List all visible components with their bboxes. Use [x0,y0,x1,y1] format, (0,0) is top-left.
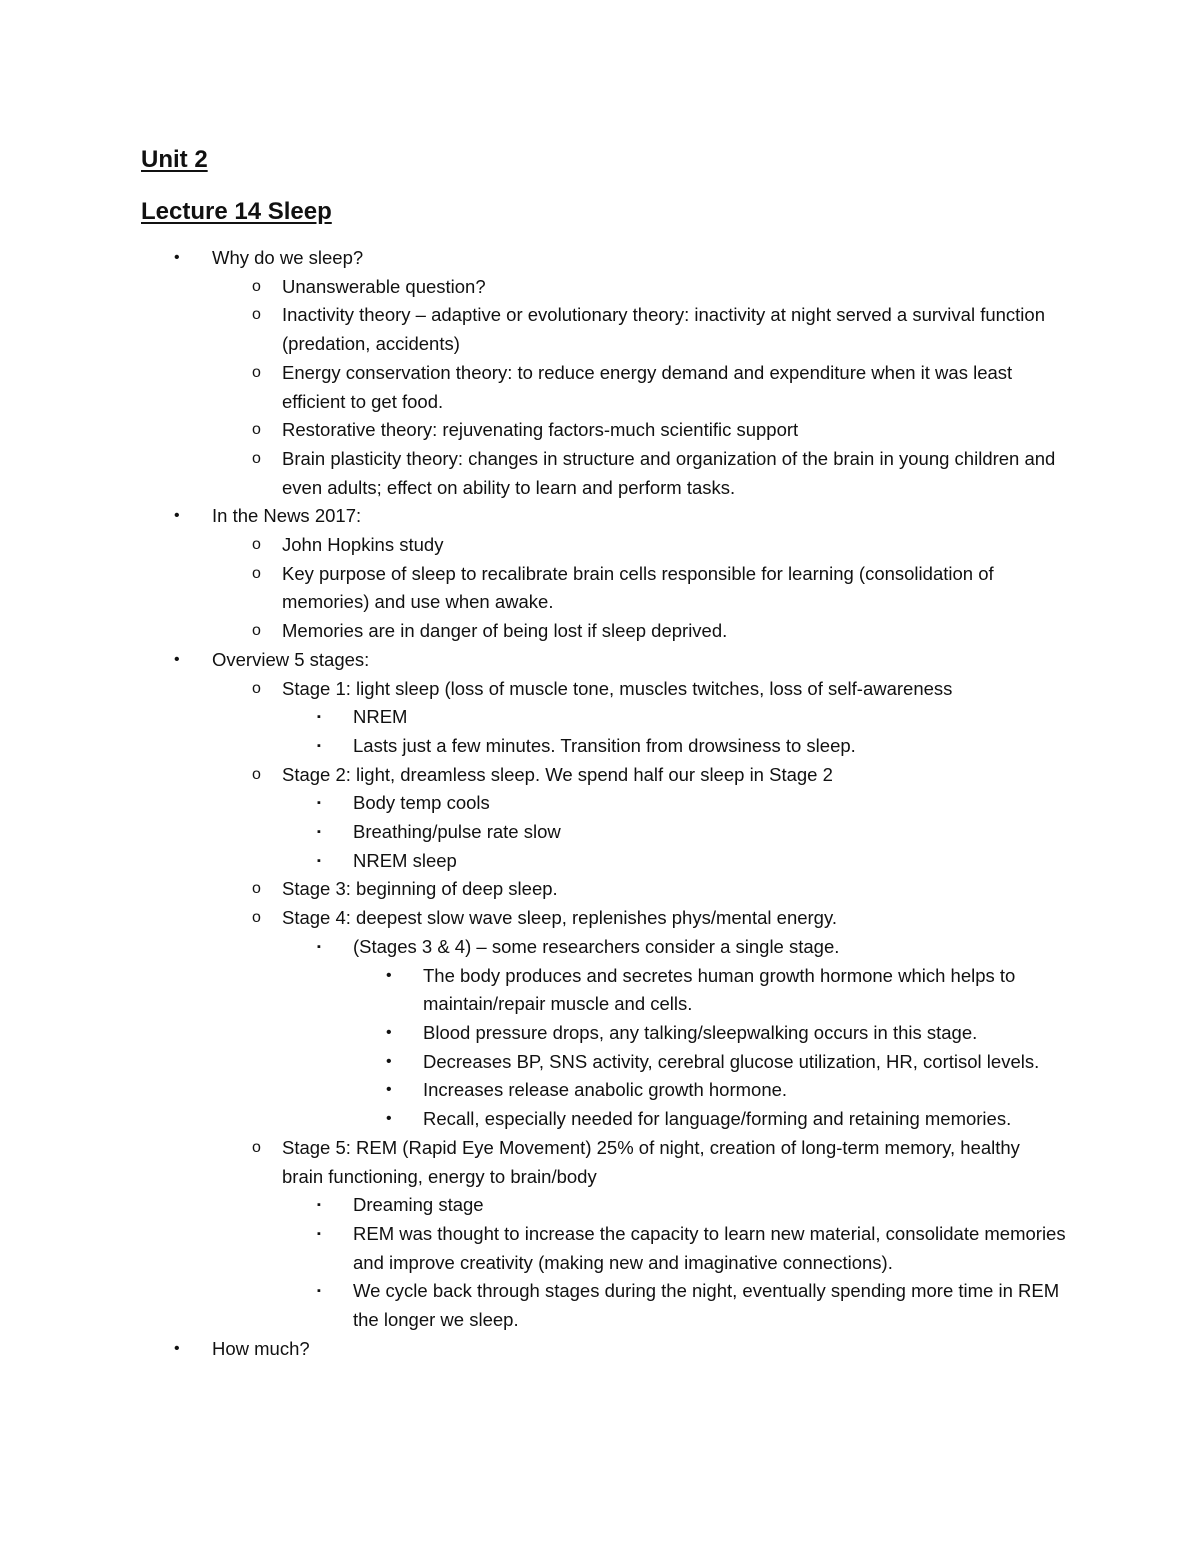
outline-text: Energy conservation theory: to reduce energy demand and expenditure when it was least efficient to get food. [282,361,1013,412]
bullet-marker: • [386,1023,392,1041]
outline-item-level-2 [0,445,1200,502]
bullet-marker: • [386,966,392,984]
outline-text: Inactivity theory – adaptive or evolutionary theory: inactivity at night served a survival function (predation, accidents) [282,304,1045,355]
bullet-marker: o [252,421,261,439]
outline-item-level-2 [0,416,1200,445]
outline-item-level-3 [0,703,1200,732]
outline-item-level-3 [0,847,1200,876]
bullet-marker: ▪ [317,711,321,724]
bullet-marker: • [174,507,180,525]
bullet-marker: o [252,277,261,295]
outline-item-level-3 [0,789,1200,818]
outline-text: REM was thought to increase the capacity to learn new material, consolidate memories and improve creativity (making new and imaginative connections). [353,1222,1066,1273]
outline-item-level-3 [0,1191,1200,1220]
outline-text: We cycle back through stages during the night, eventually spending more time in REM the longer we sleep. [353,1280,1060,1331]
bullet-marker: o [252,449,261,467]
outline-text: Blood pressure drops, any talking/sleepwalking occurs in this stage. [423,1021,978,1043]
outline-text: Body temp cools [353,792,490,814]
bullet-marker: o [252,765,261,783]
outline-text: Overview 5 stages: [212,648,370,670]
outline-item-level-3 [0,1220,1200,1277]
outline-item-level-2 [0,273,1200,302]
bullet-marker: o [252,564,261,582]
outline-text: Restorative theory: rejuvenating factors-much scientific support [282,419,799,441]
bullet-marker: o [252,536,261,554]
outline-item-level-2 [0,301,1200,358]
bullet-marker: o [252,363,261,381]
lecture-heading: Lecture 14 Sleep [141,198,332,225]
outline-item-level-3 [0,933,1200,962]
outline-item-level-4 [0,962,1200,1019]
bullet-marker: ▪ [317,940,321,953]
bullet-marker: o [252,306,261,324]
outline-item-level-4 [0,1048,1200,1077]
outline-item-level-4 [0,1105,1200,1134]
outline-item-level-2 [0,560,1200,617]
outline-text: In the News 2017: [212,505,362,527]
outline-item-level-2 [0,904,1200,933]
outline-item-level-1 [0,244,1200,273]
outline-text: Why do we sleep? [212,247,364,268]
bullet-marker: ▪ [317,826,321,839]
outline-item-level-4 [0,1076,1200,1105]
outline-text: John Hopkins study [282,534,444,556]
outline-item-level-3 [0,818,1200,847]
outline-text: Breathing/pulse rate slow [353,821,561,843]
outline-text: Dreaming stage [353,1194,484,1216]
bullet-marker: o [252,622,261,640]
bullet-marker: ▪ [317,739,321,752]
outline-text: Increases release anabolic growth hormone. [423,1079,788,1101]
outline-text: Brain plasticity theory: changes in structure and organization of the brain in young children and even adults; effect on ability to learn and perform tasks. [282,447,1056,498]
bullet-marker: • [386,1081,392,1099]
bullet-marker: o [252,909,261,927]
outline-text: Stage 5: REM (Rapid Eye Movement) 25% of night, creation of long-term memory, healthy brain functioning, energy to brain/body [282,1136,1020,1187]
outline-text: Lasts just a few minutes. Transition from drowsiness to sleep. [353,734,856,756]
outline-text: NREM [353,706,408,728]
outline-text: Stage 3: beginning of deep sleep. [282,878,558,900]
bullet-marker: • [174,249,180,266]
outline-text: The body produces and secretes human growth hormone which helps to maintain/repair muscle and cells. [423,964,1016,1015]
outline-text: Unanswerable question? [282,275,486,297]
outline-text: (Stages 3 & 4) – some researchers consider a single stage. [353,935,840,957]
outline-text: How much? [212,1337,310,1359]
outline-item-level-2 [0,617,1200,646]
outline-text: Stage 4: deepest slow wave sleep, replenishes phys/mental energy. [282,907,837,929]
unit-heading: Unit 2 [141,146,208,173]
outline-text: Memories are in danger of being lost if sleep deprived. [282,620,728,642]
bullet-marker: ▪ [317,854,321,867]
bullet-marker: ▪ [317,1227,321,1240]
outline-item-level-1 [0,502,1200,531]
bullet-marker: • [174,650,180,668]
bullet-marker: ▪ [317,1285,321,1298]
outline-text: NREM sleep [353,849,457,871]
bullet-marker: • [174,1339,180,1357]
outline-item-level-1 [0,1335,1200,1364]
outline-text: Stage 1: light sleep (loss of muscle tone, muscles twitches, loss of self-awareness [282,677,953,699]
outline-text: Key purpose of sleep to recalibrate brain cells responsible for learning (consolidation of memories) and use when awake. [282,562,994,613]
bullet-marker: o [252,1138,261,1156]
outline-item-level-2 [0,675,1200,704]
bullet-marker: ▪ [317,1199,321,1212]
lecture-outline [0,244,1200,1363]
outline-text: Recall, especially needed for language/forming and retaining memories. [423,1108,1012,1130]
outline-item-level-3 [0,732,1200,761]
bullet-marker: o [252,679,261,697]
bullet-marker: • [386,1052,392,1070]
outline-text: Stage 2: light, dreamless sleep. We spend half our sleep in Stage 2 [282,763,833,785]
bullet-marker: o [252,880,261,898]
bullet-marker: • [386,1110,392,1128]
outline-item-level-1 [0,646,1200,675]
outline-item-level-2 [0,1134,1200,1191]
outline-item-level-2 [0,531,1200,560]
outline-item-level-2 [0,875,1200,904]
outline-item-level-3 [0,1277,1200,1334]
outline-item-level-4 [0,1019,1200,1048]
outline-text: Decreases BP, SNS activity, cerebral glucose utilization, HR, cortisol levels. [423,1050,1040,1072]
bullet-marker: ▪ [317,797,321,810]
outline-item-level-2 [0,761,1200,790]
outline-item-level-2 [0,359,1200,416]
